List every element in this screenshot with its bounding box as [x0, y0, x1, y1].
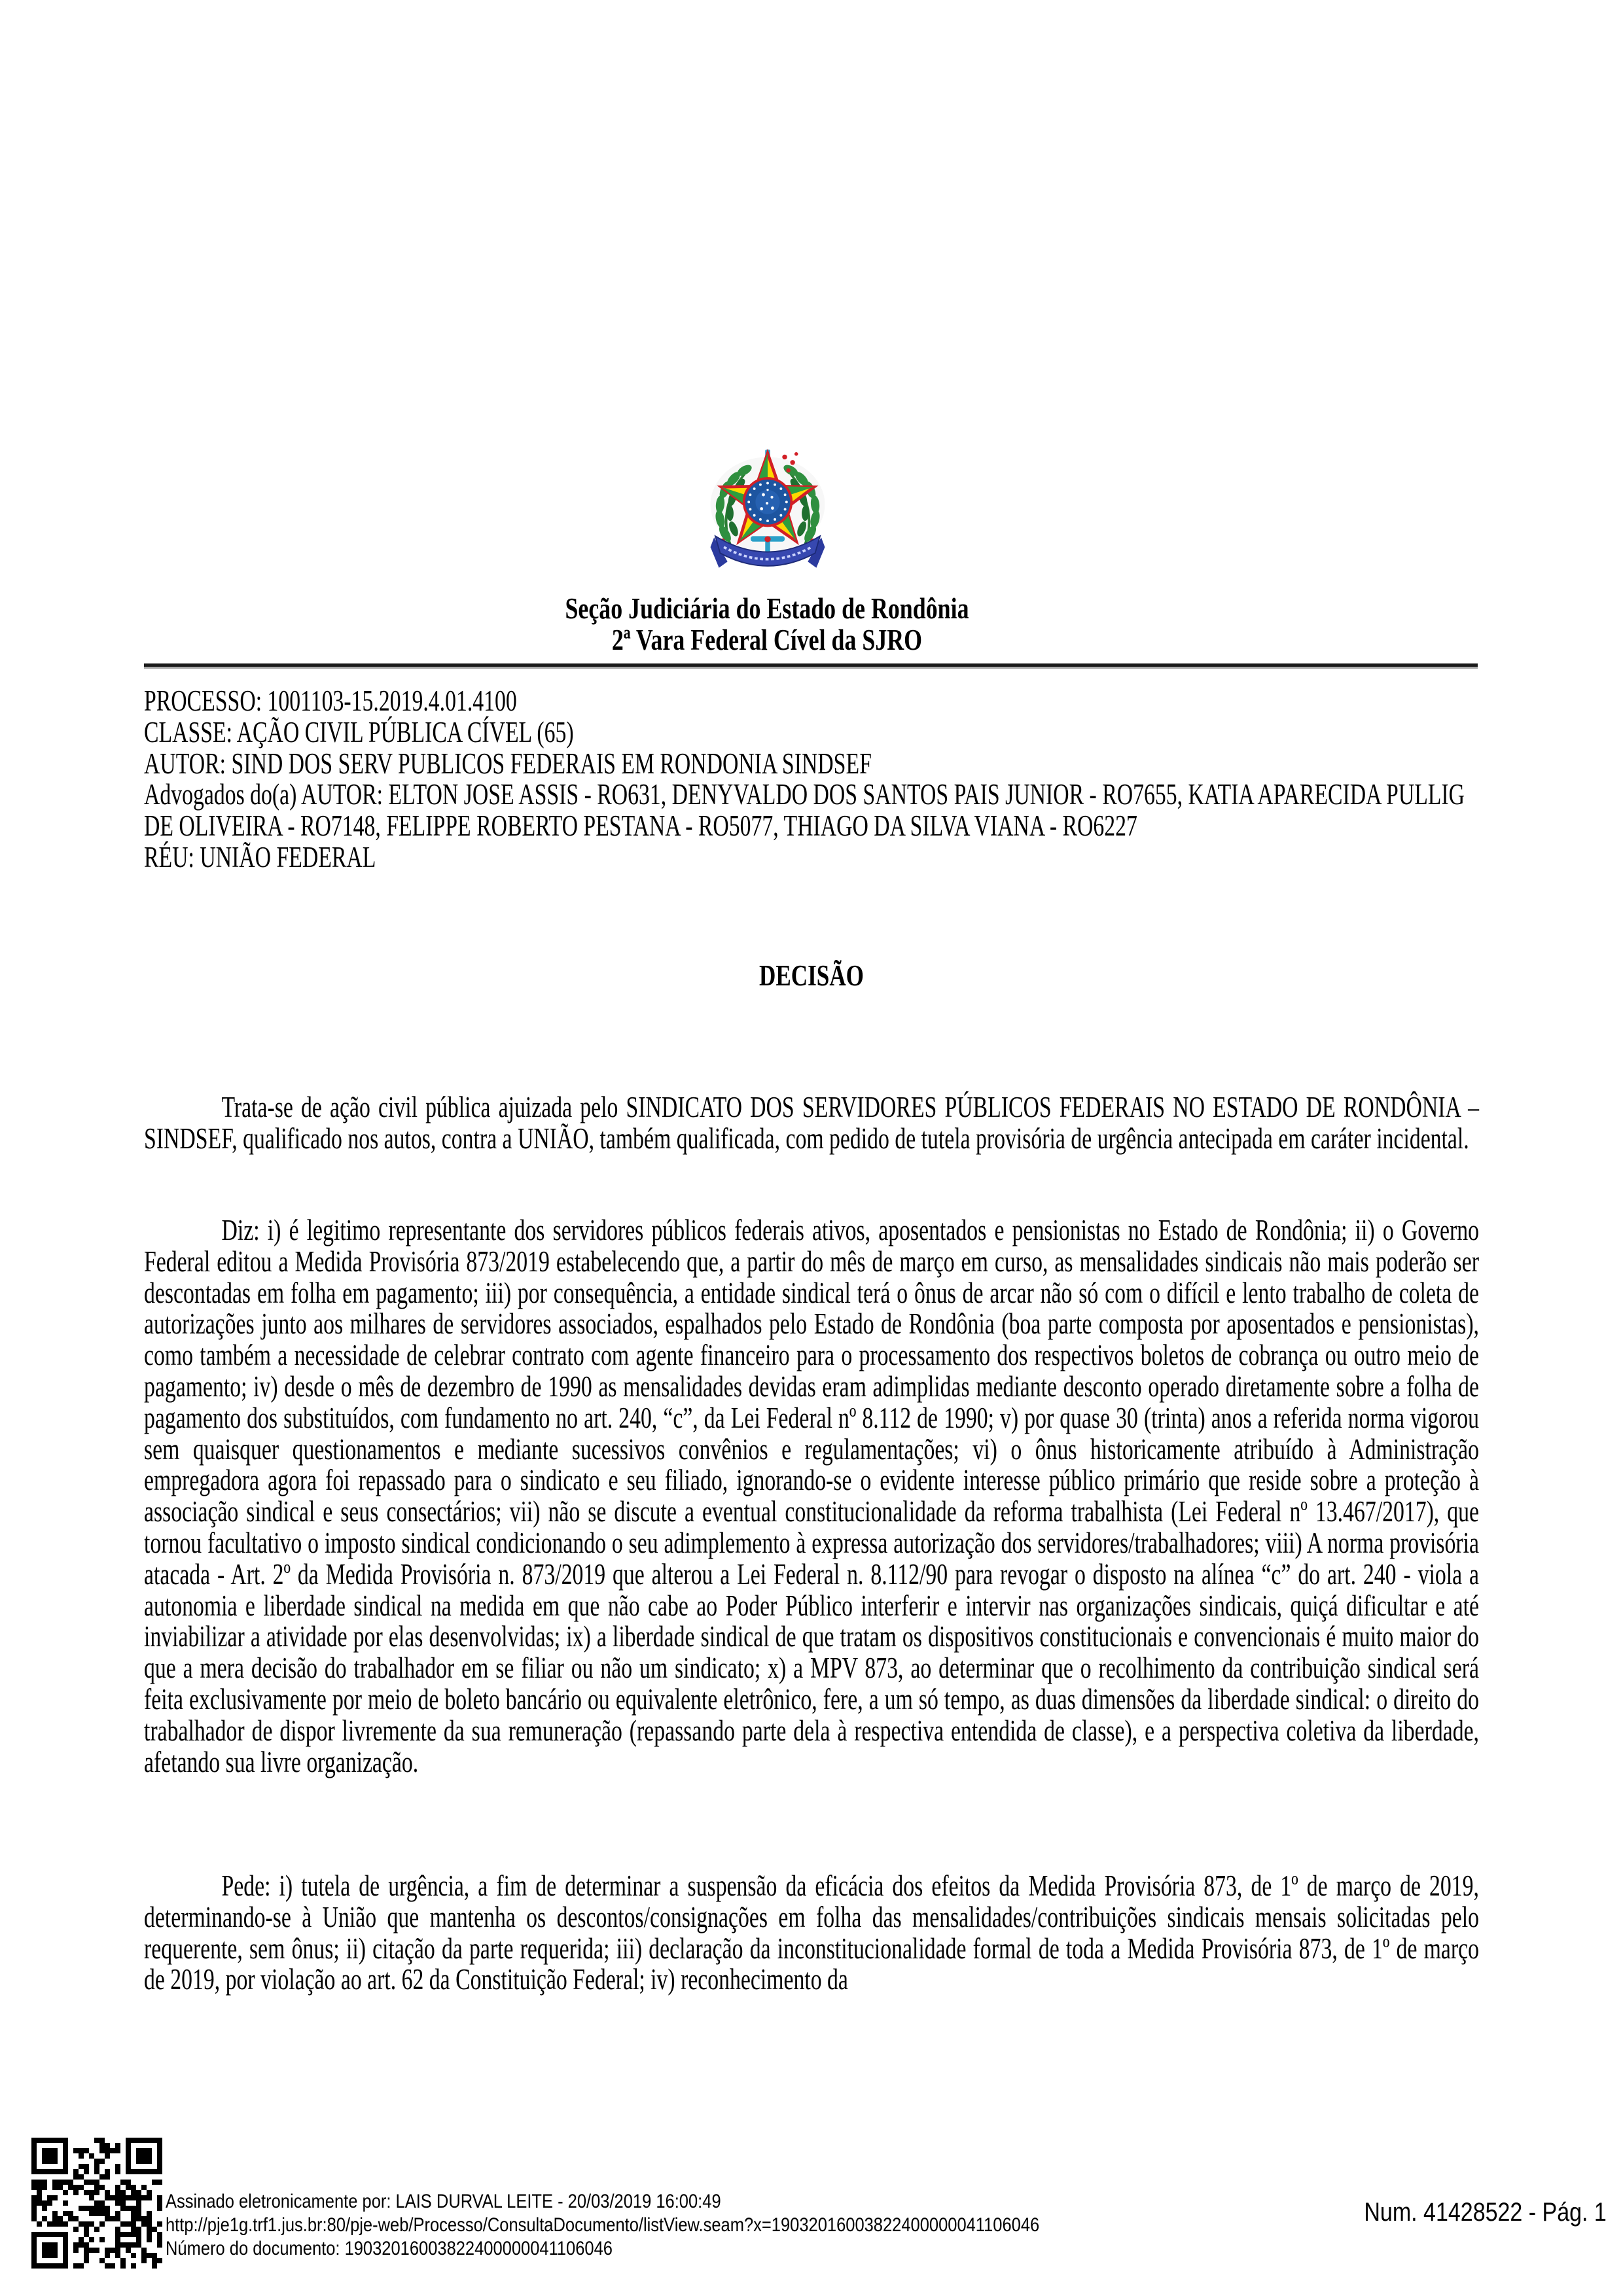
decision-paragraph-1: Trata-se de ação civil pública ajuizada pelo SINDICATO DOS SERVIDORES PÚBLICOS FEDERAIS NO ESTADO DE RONDÔNIA – SINDSEF, qualificado nos autos, contra a UNIÃO, também qualificada, com pedido de tutela provisória de urgência antecipada em caráter incidental.: [144, 1091, 1479, 1155]
classe-value: AÇÃO CIVIL PÚBLICA CÍVEL (65): [236, 715, 574, 749]
advogados-label: Advogados do(a) AUTOR:: [144, 778, 383, 811]
signature-line: Assinado eletronicamente por: LAIS DURVAL LEITE - 20/03/2019 16:00:49: [166, 2191, 721, 2212]
verification-url: http://pje1g.trf1.jus.br:80/pje-web/Processo/ConsultaDocumento/listView.seam?x=19032016003822400000041106046: [166, 2214, 1040, 2236]
court-division: 2ª Vara Federal Cível da SJRO: [611, 623, 923, 656]
advogados-value: ELTON JOSE ASSIS - RO631, DENYVALDO DOS SANTOS PAIS JUNIOR - RO7655, KATIA APARECIDA PULLIG DE OLIVEIRA - RO7148, FELIPPE ROBERTO PESTANA - RO5077, THIAGO DA SILVA VIANA - RO6227: [144, 778, 1465, 843]
case-info-block: [144, 686, 1479, 874]
reu-line: [144, 842, 1479, 874]
brazil-coat-of-arms-icon: [707, 448, 829, 578]
classe-label: CLASSE:: [144, 715, 233, 749]
decision-heading: DECISÃO: [759, 959, 864, 992]
court-name: Seção Judiciária do Estado de Rondônia: [565, 592, 969, 625]
document-number-line: Número do documento: 19032016003822400000041106046: [166, 2238, 613, 2260]
processo-label: PROCESSO:: [144, 684, 262, 717]
advogados-line: [144, 779, 1479, 842]
autor-line: [144, 749, 1479, 780]
header-divider: [144, 663, 1478, 669]
page-reference: Num. 41428522 - Pág. 1: [1364, 2198, 1607, 2227]
autor-label: AUTOR:: [144, 747, 226, 780]
decision-paragraph-3: Pede: i) tutela de urgência, a fim de determinar a suspensão da eficácia dos efeitos da Medida Provisória 873, de 1º de março de 2019, determinando-se à União que mantenha os descontos/consignações em folha das mensalidades/contribuições sindicais mensais solicitadas pelo requerente, sem ônus; ii) citação da parte requerida; iii) declaração da inconstitucionalidade formal de toda a Medida Provisória 873, de 1º de março de 2019, por violação ao art. 62 da Constituição Federal; iv) reconhecimento da: [144, 1869, 1479, 1996]
autor-value: SIND DOS SERV PUBLICOS FEDERAIS EM RONDONIA SINDSEF: [231, 747, 872, 780]
court-titles: [169, 593, 1365, 656]
qr-code: [28, 2134, 166, 2272]
decision-paragraph-2: Diz: i) é legitimo representante dos servidores públicos federais ativos, aposentados e pensionistas no Estado de Rondônia; ii) o Governo Federal editou a Medida Provisória 873/2019 estabelecendo que, a partir do mês de março em curso, as mensalidades sindicais não mais poderão ser descontadas em folha em pagamento; iii) por consequência, a entidade sindical terá o ônus de arcar não só com o difícil e lento trabalho de coleta de autorizações junto aos milhares de servidores associados, espalhados pelo Estado de Rondônia (boa parte composta por aposentados e pensionistas), como também a necessidade de celebrar contrato com agente financeiro para o processamento dos respectivos boletos de cobrança ou outro meio de pagamento; iv) desde o mês de dezembro de 1990 as mensalidades devidas eram adimplidas mediante desconto operado diretamente sobre a folha de pagamento dos substituídos, com fundamento no art. 240, “c”, da Lei Federal nº 8.112 de 1990; v) por quase 30 (trinta) anos a referida norma vigorou sem quaisquer questionamentos e mediante sucessivos convênios e regulamentações; vi) o ônus historicamente atribuído à Administração empregadora agora foi repassado para o sindicato e seu filiado, ignorando-se o evidente interesse público primário que reside sobre a proteção à associação sindical e seus consectários; vii) não se discute a eventual constitucionalidade da reforma trabalhista (Lei Federal nº 13.467/2017), que tornou facultativo o imposto sindical condicionando o seu adimplemento à expressa autorização dos servidores/trabalhadores; viii) A norma provisória atacada - Art. 2º da Medida Provisória n. 873/2019 que alterou a Lei Federal n. 8.112/90 para revogar o disposto na alínea “c” do art. 240 - viola a autonomia e liberdade sindical na medida em que não cabe ao Poder Público interferir e intervir nas organizações sindicais, quiçá dificultar e até inviabilizar a atividade por elas desenvolvidas; ix) a liberdade sindical de que tratam os dispositivos constitucionais e convencionais é muito maior do que a mera decisão do trabalhador em se filiar ou não um sindicato; x) a MPV 873, ao determinar que o recolhimento da contribuição sindical será feita exclusivamente por meio de boleto bancário ou equivalente eletrônico, fere, a um só tempo, as duas dimensões da liberdade sindical: o direito do trabalhador de dispor livremente da sua remuneração (repassando parte dela à respectiva entendida de classe), e a perspectiva coletiva da liberdade, afetando sua livre organização.: [144, 1214, 1479, 1778]
processo-value: 1001103-15.2019.4.01.4100: [267, 684, 517, 717]
celestial-disc: [743, 477, 793, 527]
reu-value: UNIÃO FEDERAL: [200, 840, 376, 874]
processo-line: [144, 686, 1479, 717]
reu-label: RÉU:: [144, 840, 194, 874]
signature-block: [166, 2190, 1278, 2261]
classe-line: [144, 717, 1479, 749]
